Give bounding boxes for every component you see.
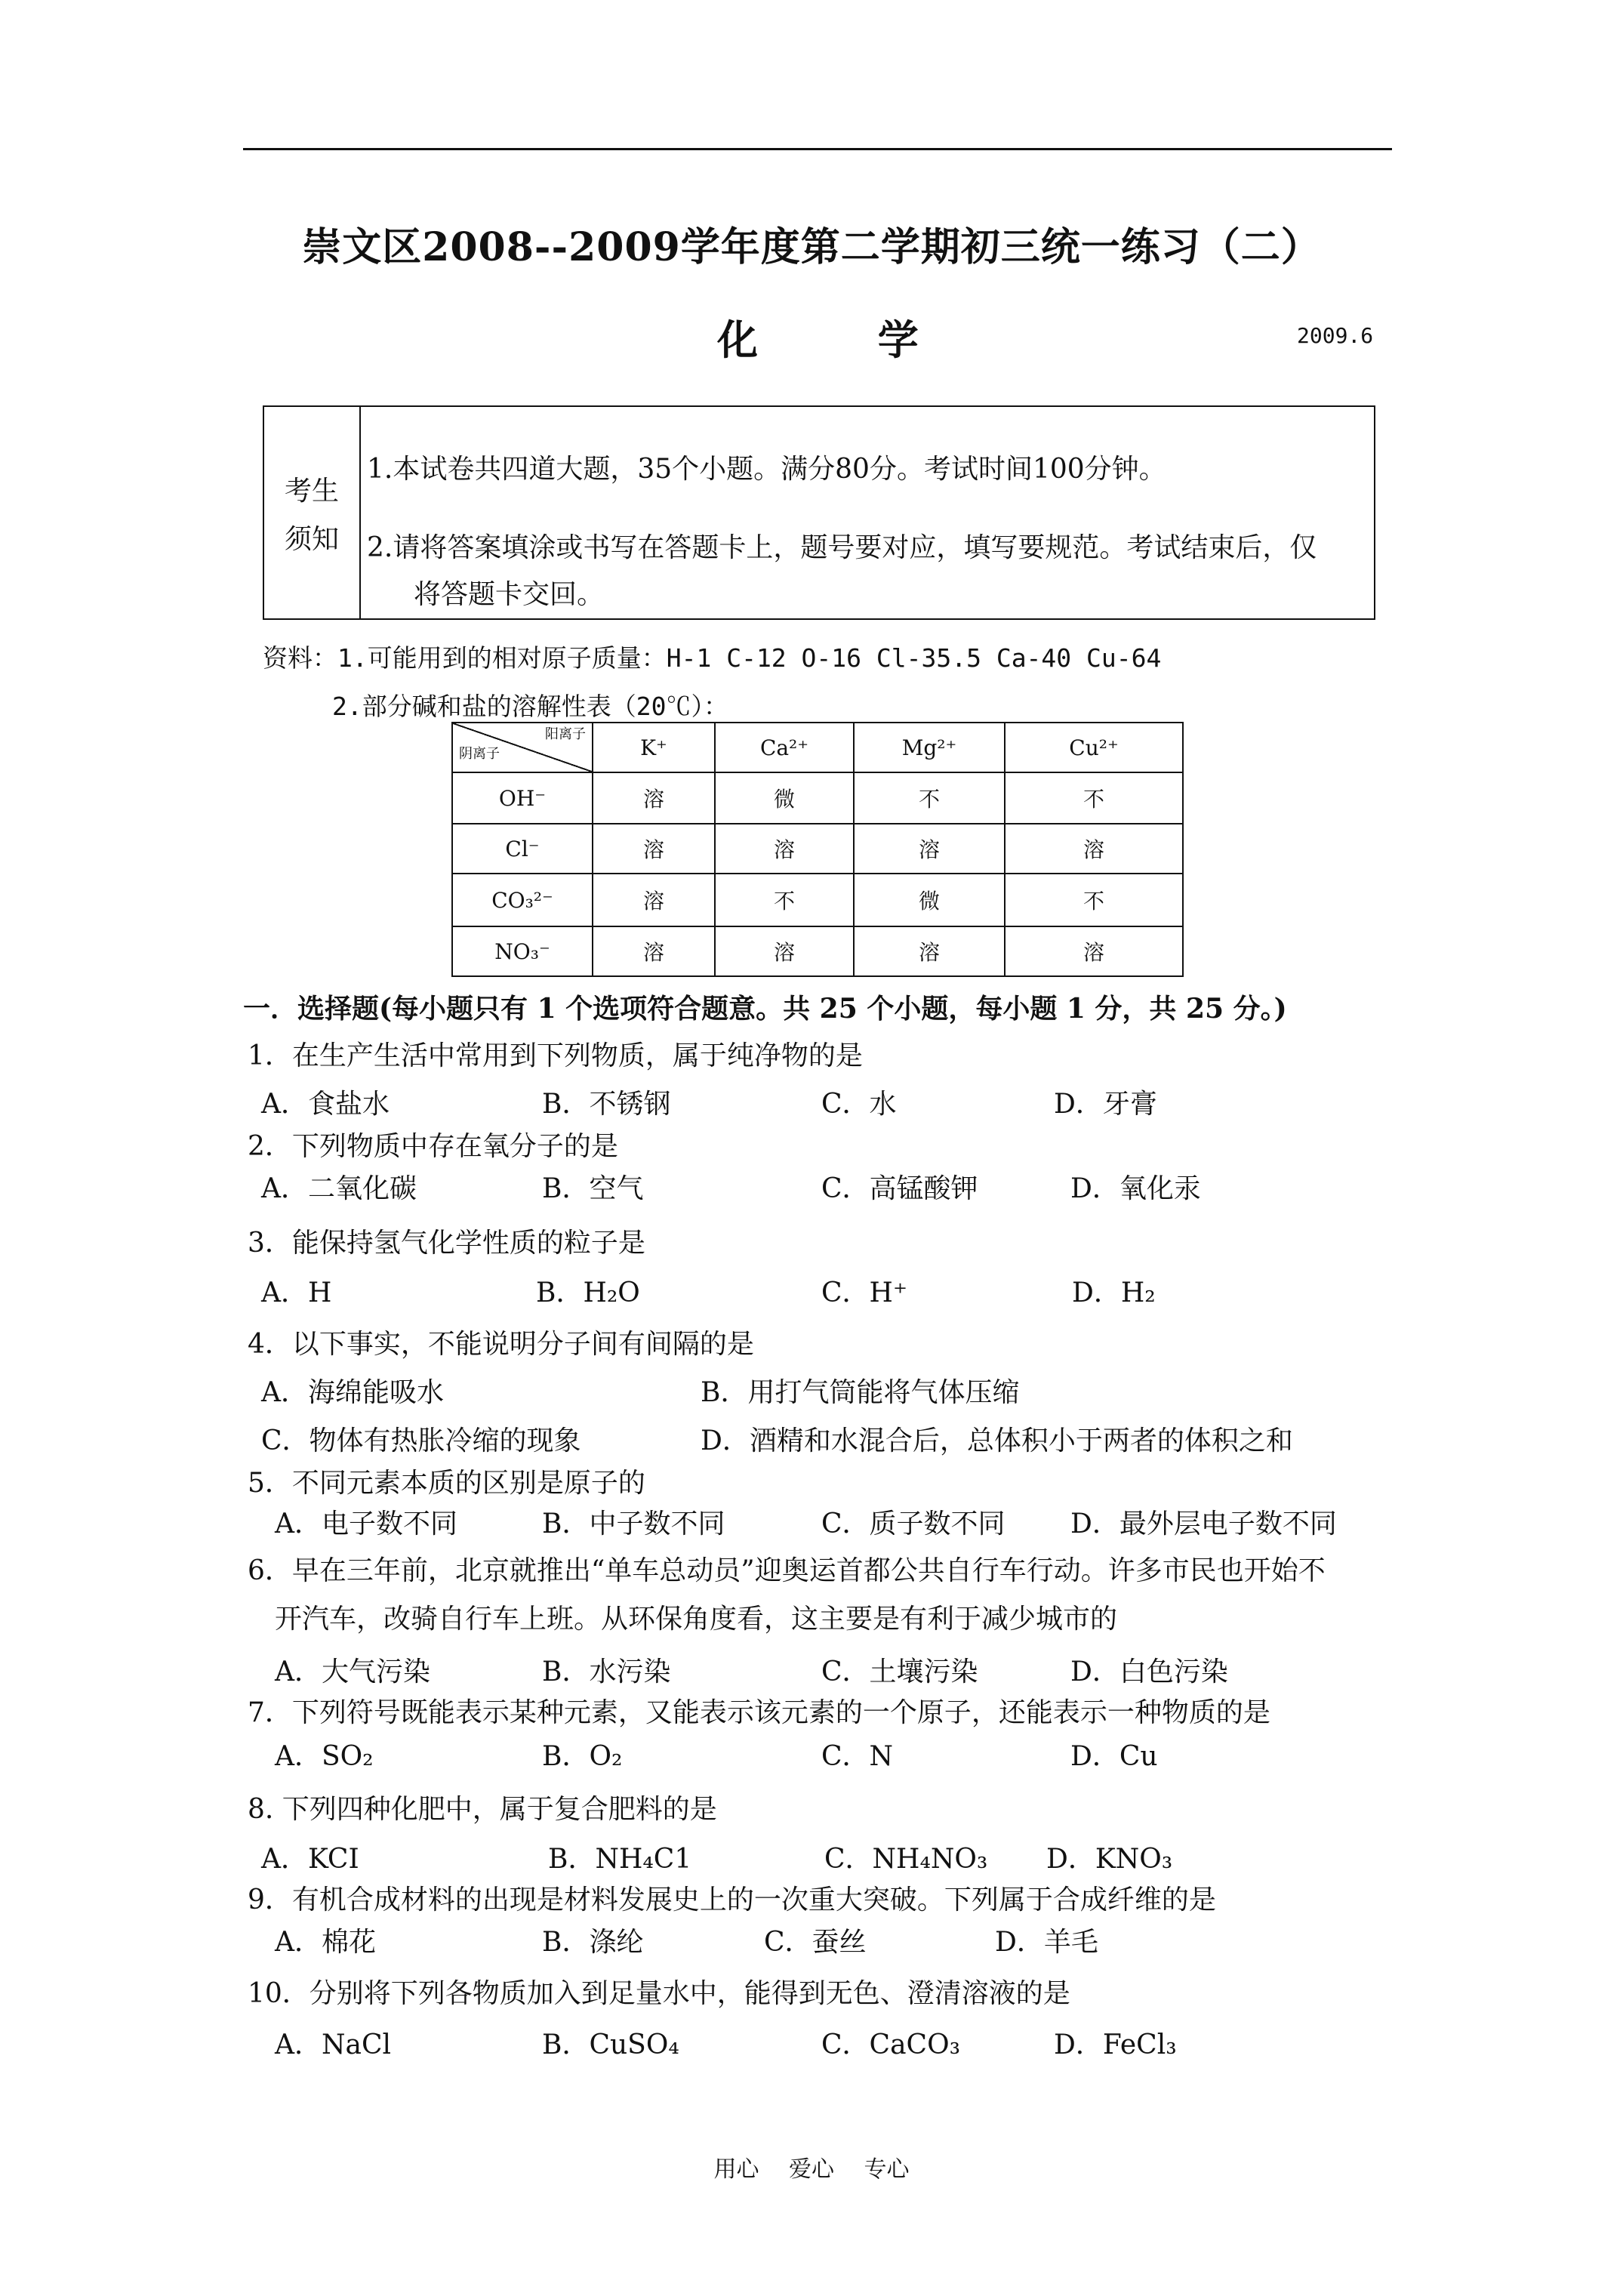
option-a: A．KCI bbox=[261, 1844, 359, 1875]
option-b: B．空气 bbox=[542, 1173, 644, 1204]
table-row bbox=[452, 926, 1183, 976]
option-b: B．H₂O bbox=[536, 1277, 640, 1308]
question-stem: 3．能保持氢气化学性质的粒子是 bbox=[248, 1228, 645, 1259]
option-a: A．棉花 bbox=[275, 1927, 376, 1958]
materials-line-2: 2.部分碱和盐的溶解性表（20℃）： bbox=[332, 692, 728, 721]
table-cell: 溶 bbox=[1005, 926, 1183, 976]
notice-item-2: 2.请将答案填涂或书写在答题卡上，题号要对应，填写要规范。考试结束后，仅 bbox=[367, 532, 1317, 563]
question-stem-cont: 开汽车，改骑自行车上班。从环保角度看，这主要是有利于减少城市的 bbox=[275, 1604, 1118, 1635]
question-stem: 5．不同元素本质的区别是原子的 bbox=[248, 1468, 645, 1499]
table-cell: 溶 bbox=[593, 874, 715, 926]
table-cell: 不 bbox=[715, 874, 854, 926]
option-b: B．CuSO₄ bbox=[542, 2029, 679, 2060]
option-a: A．电子数不同 bbox=[275, 1509, 457, 1539]
table-cell: 不 bbox=[854, 772, 1005, 824]
option-d: D．最外层电子数不同 bbox=[1070, 1509, 1337, 1539]
option-b: B．中子数不同 bbox=[542, 1509, 725, 1539]
option-b: B．涤纶 bbox=[542, 1927, 644, 1958]
section-1-heading: 一．选择题(每小题只有 1 个选项符合题意。共 25 个小题，每小题 1 分，共 25 分。) bbox=[243, 993, 1287, 1025]
cation-header: Ca²⁺ bbox=[715, 723, 854, 772]
cation-header: Mg²⁺ bbox=[854, 723, 1005, 772]
option-c: C．H⁺ bbox=[821, 1277, 907, 1308]
option-d: D．FeCl₃ bbox=[1054, 2029, 1177, 2060]
option-d: D．牙膏 bbox=[1054, 1089, 1157, 1120]
option-d: D．羊毛 bbox=[995, 1927, 1098, 1958]
exam-notice-box bbox=[263, 405, 1375, 620]
option-d: D．氧化汞 bbox=[1070, 1173, 1201, 1204]
option-c: C．土壤污染 bbox=[821, 1657, 978, 1687]
table-cell: 溶 bbox=[593, 824, 715, 874]
option-d: D．Cu bbox=[1070, 1741, 1158, 1772]
option-c: C．N bbox=[821, 1741, 894, 1772]
option-a: A．H bbox=[261, 1277, 332, 1308]
question-stem: 7．下列符号既能表示某种元素，又能表示该元素的一个原子，还能表示一种物质的是 bbox=[248, 1697, 1270, 1728]
anion-header: CO₃²⁻ bbox=[452, 874, 593, 926]
table-cell: 溶 bbox=[715, 824, 854, 874]
question-stem: 2．下列物质中存在氧分子的是 bbox=[248, 1131, 618, 1162]
option-a: A．食盐水 bbox=[261, 1089, 390, 1120]
option-b: B．水污染 bbox=[542, 1657, 671, 1687]
option-c: C．蚕丝 bbox=[764, 1927, 867, 1958]
table-cell: 溶 bbox=[593, 926, 715, 976]
notice-item-1: 1.本试卷共四道大题，35个小题。满分80分。考试时间100分钟。 bbox=[367, 454, 1166, 485]
option-a: A．海绵能吸水 bbox=[261, 1377, 444, 1408]
cation-header: Cu²⁺ bbox=[1005, 723, 1183, 772]
option-a: A．大气污染 bbox=[275, 1657, 430, 1687]
exam-title: 崇文区2008--2009学年度第二学期初三统一练习（二） bbox=[302, 224, 1321, 270]
materials-line-1: 资料：1.可能用到的相对原子质量：H-1 C-12 O-16 Cl-35.5 Ca-40 Cu-64 bbox=[263, 643, 1162, 673]
table-cell: 溶 bbox=[854, 824, 1005, 874]
option-d: D．H₂ bbox=[1072, 1277, 1156, 1308]
option-a: A．二氧化碳 bbox=[261, 1173, 417, 1204]
table-row bbox=[452, 824, 1183, 874]
option-c: C．物体有热胀冷缩的现象 bbox=[261, 1425, 581, 1456]
question-stem: 10．分别将下列各物质加入到足量水中，能得到无色、澄清溶液的是 bbox=[248, 1978, 1070, 2009]
table-cell: 溶 bbox=[1005, 824, 1183, 874]
table-cell: 溶 bbox=[593, 772, 715, 824]
anion-header: OH⁻ bbox=[452, 772, 593, 824]
corner-anion-label: 阴离子 bbox=[459, 746, 500, 762]
option-c: C．水 bbox=[821, 1089, 897, 1120]
option-c: C．NH₄NO₃ bbox=[824, 1844, 988, 1875]
table-cell: 微 bbox=[854, 874, 1005, 926]
table-cell: 溶 bbox=[715, 926, 854, 976]
table-corner bbox=[452, 723, 593, 772]
table-cell: 微 bbox=[715, 772, 854, 824]
option-a: A．SO₂ bbox=[275, 1741, 374, 1772]
question-stem: 8. 下列四种化肥中，属于复合肥料的是 bbox=[248, 1794, 717, 1825]
header-rule bbox=[243, 148, 1392, 150]
page-footer: 用心 爱心 专心 bbox=[713, 2156, 910, 2183]
anion-header: NO₃⁻ bbox=[452, 926, 593, 976]
option-b: B．用打气筒能将气体压缩 bbox=[701, 1377, 1020, 1408]
question-stem: 6．早在三年前，北京就推出“单车总动员”迎奥运首都公共自行车行动。许多市民也开始不 bbox=[248, 1555, 1326, 1586]
solubility-table bbox=[451, 722, 1184, 977]
table-cell: 不 bbox=[1005, 874, 1183, 926]
option-a: A．NaCl bbox=[275, 2029, 392, 2060]
notice-label bbox=[264, 407, 361, 618]
subject-title: 化 学 bbox=[717, 316, 972, 364]
question-stem: 4．以下事实，不能说明分子间有间隔的是 bbox=[248, 1329, 754, 1360]
table-row bbox=[452, 874, 1183, 926]
cation-header: K⁺ bbox=[593, 723, 715, 772]
notice-label-line2: 须知 bbox=[284, 524, 339, 555]
table-cell: 不 bbox=[1005, 772, 1183, 824]
option-b: B．不锈钢 bbox=[542, 1089, 671, 1120]
option-d: D．白色污染 bbox=[1070, 1657, 1228, 1687]
table-row bbox=[452, 772, 1183, 824]
notice-item-2-cont: 将答题卡交回。 bbox=[414, 579, 605, 610]
option-b: B．O₂ bbox=[542, 1741, 623, 1772]
notice-label-line1: 考生 bbox=[284, 476, 339, 507]
option-d: D．KNO₃ bbox=[1046, 1844, 1173, 1875]
option-d: D．酒精和水混合后，总体积小于两者的体积之和 bbox=[701, 1425, 1293, 1456]
anion-header: Cl⁻ bbox=[452, 824, 593, 874]
option-b: B．NH₄C1 bbox=[548, 1844, 692, 1875]
question-stem: 1．在生产生活中常用到下列物质，属于纯净物的是 bbox=[248, 1040, 863, 1071]
question-stem: 9．有机合成材料的出现是材料发展史上的一次重大突破。下列属于合成纤维的是 bbox=[248, 1885, 1216, 1915]
corner-cation-label: 阳离子 bbox=[545, 726, 586, 742]
option-c: C．CaCO₃ bbox=[821, 2029, 961, 2060]
table-cell: 溶 bbox=[854, 926, 1005, 976]
option-c: C．质子数不同 bbox=[821, 1509, 1006, 1539]
option-c: C．高锰酸钾 bbox=[821, 1173, 978, 1204]
exam-date: 2009.6 bbox=[1297, 323, 1374, 348]
